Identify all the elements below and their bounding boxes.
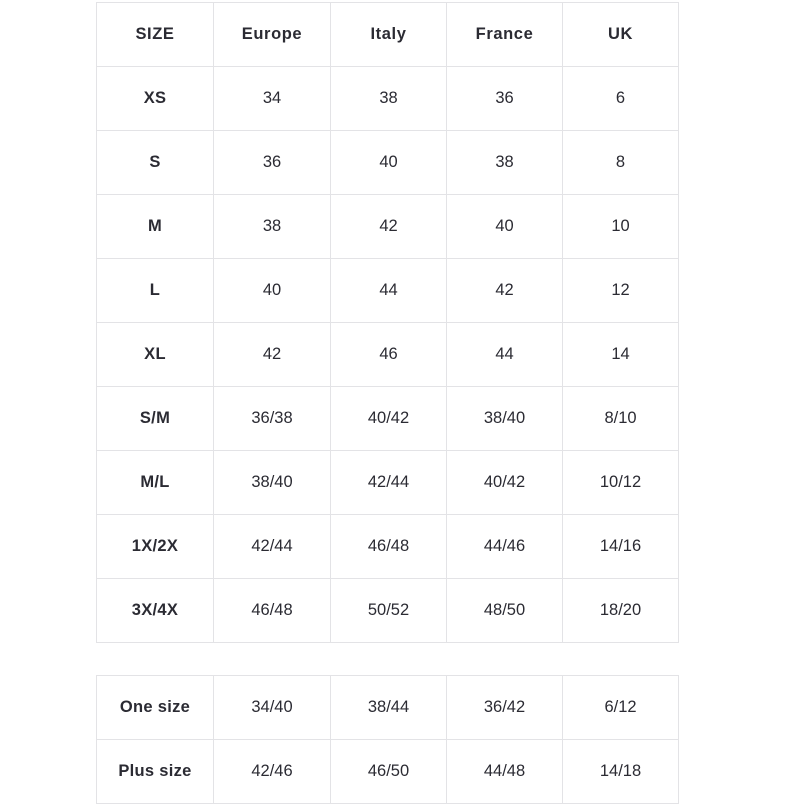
cell-europe: 38 <box>214 195 331 259</box>
cell-europe: 36/38 <box>214 387 331 451</box>
cell-italy: 38 <box>331 67 447 131</box>
cell-italy: 44 <box>331 259 447 323</box>
cell-italy: 42/44 <box>331 451 447 515</box>
cell-uk: 14 <box>563 323 679 387</box>
cell-uk: 14/16 <box>563 515 679 579</box>
cell-uk: 18/20 <box>563 579 679 643</box>
cell-france: 40 <box>447 195 563 259</box>
cell-uk: 8/10 <box>563 387 679 451</box>
cell-france: 38 <box>447 131 563 195</box>
cell-uk: 6 <box>563 67 679 131</box>
size-conversion-table <box>96 2 679 643</box>
cell-italy: 42 <box>331 195 447 259</box>
cell-europe: 34 <box>214 67 331 131</box>
table-gap <box>96 643 678 675</box>
row-label: One size <box>97 676 214 740</box>
column-header-italy: Italy <box>331 3 447 67</box>
cell-italy: 38/44 <box>331 676 447 740</box>
row-label: S/M <box>97 387 214 451</box>
cell-europe: 46/48 <box>214 579 331 643</box>
table-row <box>97 676 679 740</box>
row-label: 3X/4X <box>97 579 214 643</box>
row-label: 1X/2X <box>97 515 214 579</box>
column-header-europe: Europe <box>214 3 331 67</box>
cell-uk: 12 <box>563 259 679 323</box>
row-label: L <box>97 259 214 323</box>
cell-uk: 8 <box>563 131 679 195</box>
cell-france: 40/42 <box>447 451 563 515</box>
table-row <box>97 131 679 195</box>
table-row <box>97 67 679 131</box>
cell-europe: 34/40 <box>214 676 331 740</box>
row-label: M <box>97 195 214 259</box>
cell-france: 44 <box>447 323 563 387</box>
table-row <box>97 195 679 259</box>
table-row <box>97 451 679 515</box>
cell-uk: 10/12 <box>563 451 679 515</box>
size-tables-container <box>96 2 678 804</box>
table-header-row <box>97 3 679 67</box>
row-label: Plus size <box>97 740 214 804</box>
table-row <box>97 323 679 387</box>
cell-italy: 40 <box>331 131 447 195</box>
generic-size-table <box>96 675 679 804</box>
row-label: S <box>97 131 214 195</box>
cell-uk: 14/18 <box>563 740 679 804</box>
cell-italy: 40/42 <box>331 387 447 451</box>
table-row <box>97 259 679 323</box>
cell-europe: 38/40 <box>214 451 331 515</box>
cell-europe: 40 <box>214 259 331 323</box>
cell-france: 44/46 <box>447 515 563 579</box>
table-body <box>97 676 679 804</box>
table-row <box>97 740 679 804</box>
cell-italy: 46/48 <box>331 515 447 579</box>
table-body <box>97 67 679 643</box>
row-label: M/L <box>97 451 214 515</box>
cell-europe: 42 <box>214 323 331 387</box>
cell-uk: 10 <box>563 195 679 259</box>
cell-france: 36 <box>447 67 563 131</box>
cell-europe: 42/46 <box>214 740 331 804</box>
table-row <box>97 515 679 579</box>
cell-uk: 6/12 <box>563 676 679 740</box>
table-row <box>97 579 679 643</box>
column-header-uk: UK <box>563 3 679 67</box>
cell-france: 48/50 <box>447 579 563 643</box>
cell-france: 38/40 <box>447 387 563 451</box>
cell-italy: 46 <box>331 323 447 387</box>
cell-france: 36/42 <box>447 676 563 740</box>
table-row <box>97 387 679 451</box>
cell-france: 44/48 <box>447 740 563 804</box>
cell-europe: 36 <box>214 131 331 195</box>
table-header <box>97 3 679 67</box>
column-header-size: SIZE <box>97 3 214 67</box>
column-header-france: France <box>447 3 563 67</box>
row-label: XS <box>97 67 214 131</box>
row-label: XL <box>97 323 214 387</box>
cell-italy: 50/52 <box>331 579 447 643</box>
cell-france: 42 <box>447 259 563 323</box>
cell-italy: 46/50 <box>331 740 447 804</box>
cell-europe: 42/44 <box>214 515 331 579</box>
